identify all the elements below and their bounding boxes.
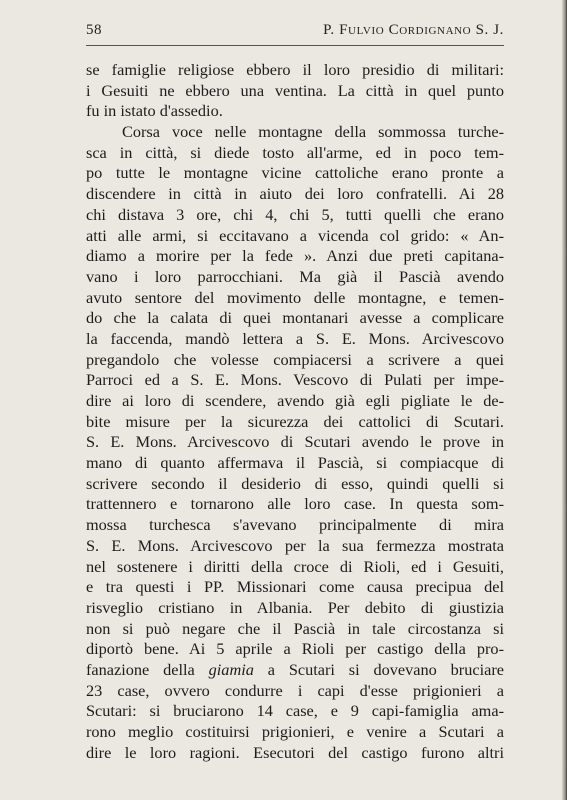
page-edge-shadow: [562, 0, 567, 800]
text-line: po tutte le montagne vicine cattoliche erano pronte a: [86, 163, 504, 183]
text-line: do che la calata di quei montanari avesse a complicare: [86, 308, 504, 328]
text-line: sca in città, si diede tosto all'arme, ed in poco tem-: [86, 142, 504, 162]
text-line: diportò bene. Ai 5 aprile a Rioli per castigo della pro-: [86, 639, 504, 659]
text-line-mixed: [86, 660, 504, 681]
text-line: Scutari: si bruciarono 14 case, e 9 capi-famiglia ama-: [86, 701, 504, 721]
text-line: S. E. Mons. Arcivescovo per la sua fermezza mostrata: [86, 535, 504, 555]
text-line: nel sostenere i diritti della croce di Rioli, ed i Gesuiti,: [86, 556, 504, 576]
text-line: e tra questi i PP. Missionari come causa precipua del: [86, 577, 504, 597]
text-line: scrivere secondo il desiderio di esso, quindi quelli si: [86, 473, 504, 493]
page-header: [86, 22, 504, 44]
body-text: [86, 60, 504, 763]
text-line: 23 case, ovvero condurre i capi d'esse prigionieri a: [86, 680, 504, 700]
running-head: P. Fulvio Cordignano S. J.: [323, 22, 504, 38]
text-line: dire le loro ragioni. Esecutori del castigo furono altri: [86, 742, 504, 762]
italic-word: giamia: [208, 659, 254, 679]
text-line: pregandolo che volesse compiacersi a scrivere a quei: [86, 349, 504, 369]
text-line: non si può negare che il Pascià in tale circostanza si: [86, 618, 504, 638]
page-number: 58: [86, 22, 102, 38]
text-line: rono meglio costituirsi prigionieri, e venire a Scutari a: [86, 722, 504, 741]
text-line: Parroci ed a S. E. Mons. Vescovo di Pulati per impe-: [86, 370, 504, 390]
text-line: trattennero e tornarono alle loro case. In questa som-: [86, 494, 504, 514]
text-run: a Scutari si dovevano bruciare: [253, 659, 504, 679]
text-line: mano di quanto affermava il Pascià, si compiacque di: [86, 453, 504, 473]
header-rule: [86, 45, 504, 46]
text-line: vano i loro parrocchiani. Ma già il Pascià avendo: [86, 266, 504, 286]
text-line: fu in istato d'assedio.: [86, 101, 223, 121]
text-line: avuto sentore del movimento delle montagne, e temen-: [86, 287, 504, 307]
text-line: risveglio cristiano in Albania. Per debito di giustizia: [86, 597, 504, 617]
text-line: chi distava 3 ore, chi 4, chi 5, tutti quelli che erano: [86, 204, 504, 224]
text-line: diamo a morire per la fede ». Anzi due preti capitana-: [86, 246, 504, 266]
text-line: atti alle armi, si eccitavano a vicenda col grido: « An-: [86, 225, 504, 245]
text-line: se famiglie religiose ebbero il loro presidio di militari:: [86, 60, 504, 79]
text-line: bite misure per la sicurezza dei cattolici di Scutari.: [86, 411, 504, 431]
text-run: fanazione della: [86, 659, 209, 679]
text-line: S. E. Mons. Arcivescovo di Scutari avendo le prove in: [86, 432, 504, 452]
text-line: la faccenda, mandò lettera a S. E. Mons. Arcivescovo: [86, 328, 504, 348]
text-line: mossa turchesca s'avevano principalmente di mira: [86, 515, 504, 535]
text-line: i Gesuiti ne ebbero una ventina. La città in quel punto: [86, 80, 504, 100]
text-line: dire ai loro di scendere, avendo già egli pigliate le de-: [86, 391, 504, 410]
text-line: Corsa voce nelle montagne della sommossa turche-: [122, 122, 504, 142]
text-line: discendere in città in aiuto dei loro confratelli. Ai 28: [86, 184, 504, 204]
